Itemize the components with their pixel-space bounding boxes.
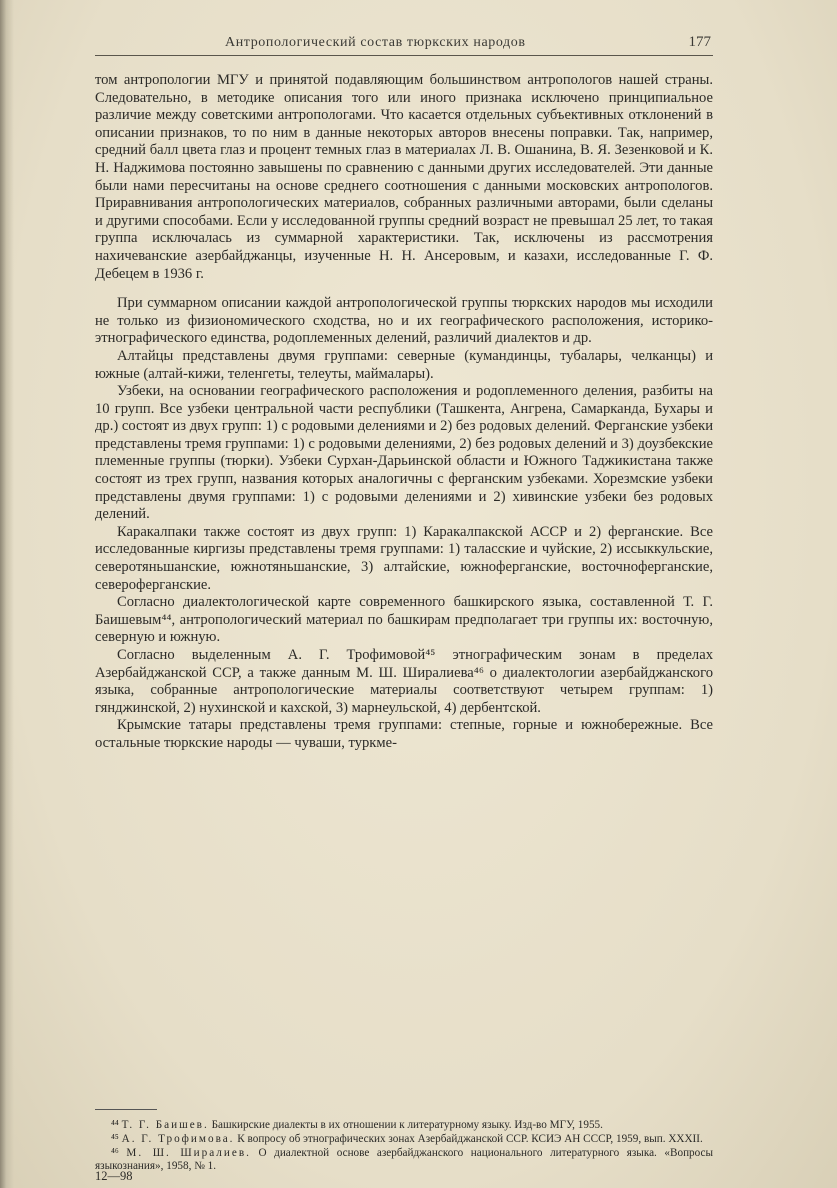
footnote: [95, 1147, 713, 1175]
footnote-author: Т. Г. Баишев.: [121, 1119, 209, 1131]
paragraph: том антропологии МГУ и принятой подавляющим большинством антропологов нашей страны. Следовательно, в методике описания того или иного признака исключено принципиальное различие между советскими антропологами. Что касается отдельных субъективных отклонений в описании признаков, то по ним в данные некоторых авторов внесены поправки. Так, например, средний балл цвета глаз и процент темных глаз в материалах Л. В. Ошанина, В. Я. Зезенковой и К. Н. Наджимова постоянно завышены по сравнению с данными других исследователей. Эти данные были нами пересчитаны на основе среднего соотношения с данными московских антропологов. Приравнивания антропологических материалов, собранных различными авторами, были сделаны и другими способами. Если у исследованной группы средний возраст не превышал 25 лет, то такая группа исключалась из суммарной характеристики. Так, исключены из рассмотрения нахичеванские азербайджанцы, изученные Н. Н. Ансеровым, и казахи, исследованные Г. Ф. Дебецем в 1936 г.: [95, 72, 713, 282]
footnote-number: ⁴⁶: [111, 1146, 119, 1159]
footnote-number: ⁴⁴: [111, 1119, 119, 1131]
page-number: 177: [688, 34, 711, 50]
running-title: Антропологический состав тюркских народов: [225, 35, 526, 50]
footnote-text: О диалектной основе азербайджанского национального литературного языка. «Вопросы языкознания», 1958, № 1.: [95, 1146, 714, 1173]
paragraph: Согласно выделенным А. Г. Трофимовой⁴⁵ этнографическим зонам в пределах Азербайджанской ССР, а также данным М. Ш. Ширалиева⁴⁶ о диалектологии азербайджанского языка, собранные антропологические материалы соответствуют четырем группам: 1) гянджинской, 2) нухинской и кахской, 3) марнеульской, 4) дербентской.: [95, 647, 713, 716]
paragraph: Каракалпаки также состоят из двух групп: 1) Каракалпакской АССР и 2) ферганские. Все исследованные киргизы представлены тремя группами: 1) таласские и чуйские, 2) иссыккульские, северотяньшанские, южнотяньшанские, 3) алтайские, южноферганские, восточноферганские, североферганские.: [95, 523, 713, 593]
page-edge-shadow: [0, 0, 14, 1188]
footnote: [95, 1133, 713, 1147]
paragraph: При суммарном описании каждой антропологической группы тюркских народов мы исходили не только из физиономического сходства, но и их географического расположения, историко-этнографического единства, родоплеменных делений, различий диалектов и др.: [95, 295, 713, 347]
footnote-number: ⁴⁵: [111, 1132, 119, 1145]
main-text: [95, 72, 713, 753]
paragraph: Узбеки, на основании географического расположения и родоплеменного деления, разбиты на 10 групп. Все узбеки центральной части республики (Ташкента, Ангрена, Самарканда, Бухары и др.) состоят из двух групп: 1) с родовыми делениями и 2) без родовых делений. Ферганские узбеки представлены тремя группами: 1) с родовыми делениями, 2) без родовых делений и 3) доузбекские племенные группы (тюрки). Узбеки Сурхан-Дарьинской области и Южного Таджикистана также состоят из трех групп, названия которых аналогичны с ферганским узбеками. Хорезмские узбеки представлены двумя группами: 1) с родовыми делениями и 2) хивинские узбеки без родовых делений.: [95, 383, 713, 523]
paragraph: Алтайцы представлены двумя группами: северные (кумандинцы, тубалары, челканцы) и южные (алтай-кижи, теленгеты, телеуты, маймалары).: [95, 347, 713, 382]
page-header: [95, 33, 713, 56]
footnote-author: А. Г. Трофимова.: [121, 1132, 235, 1145]
paragraph: Крымские татары представлены тремя группами: степные, горные и южнобережные. Все остальные тюркские народы — чуваши, туркме-: [95, 717, 713, 751]
footnotes: [95, 1119, 713, 1174]
paragraph: Согласно диалектологической карте современного башкирского языка, составленной Т. Г. Баишевым⁴⁴, антропологический материал по башкирам предполагает три группы их: восточную, северную и южную.: [95, 594, 713, 646]
footnote-text: Башкирские диалекты в их отношении к литературному языку. Изд-во МГУ, 1955.: [208, 1119, 603, 1131]
printer-signature: 12—98: [95, 1169, 133, 1183]
footnote-divider: [95, 1109, 157, 1110]
footnote: [95, 1119, 713, 1133]
footnote-author: М. Ш. Ширалиев.: [126, 1146, 251, 1159]
footnote-text: К вопросу об этнографических зонах Азербайджанской ССР. КСИЭ АН СССР, 1959, вып. XXXII.: [234, 1132, 703, 1145]
